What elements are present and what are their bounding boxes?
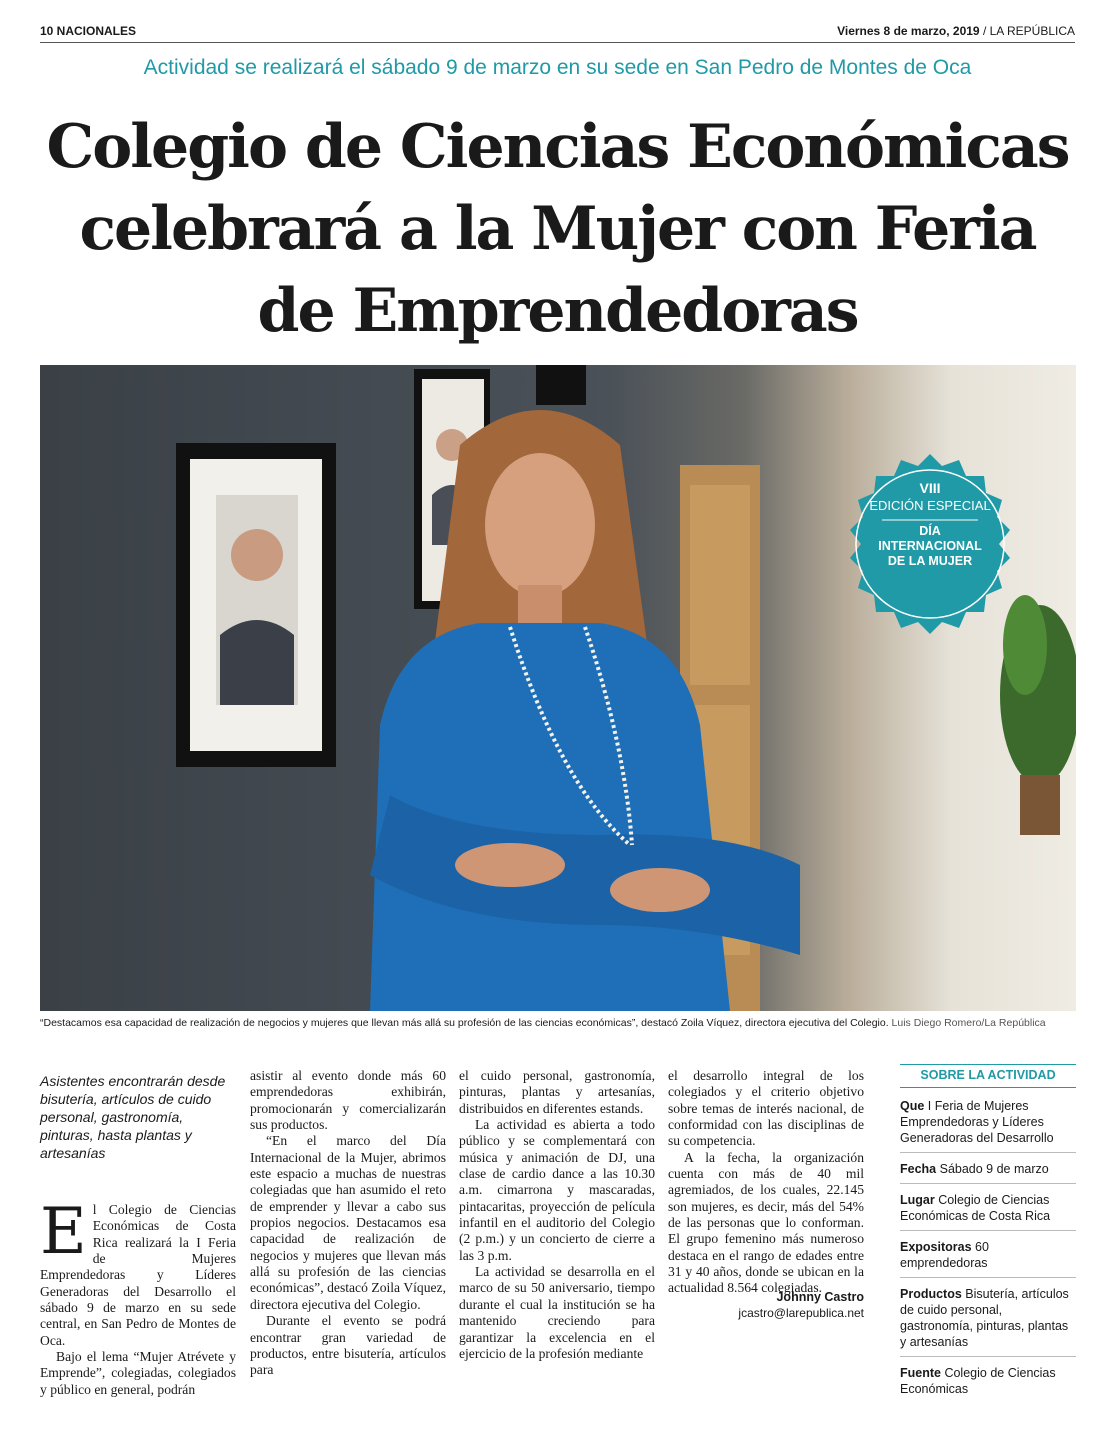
sidebar-divider bbox=[900, 1152, 1076, 1153]
sidebar-title: SOBRE LA ACTIVIDAD bbox=[900, 1064, 1076, 1088]
entry-label: Que bbox=[900, 1099, 925, 1113]
page-header bbox=[40, 24, 1075, 40]
header-rule bbox=[40, 42, 1075, 43]
sidebar-entry-expositoras bbox=[900, 1239, 1076, 1271]
sidebar-divider bbox=[900, 1230, 1076, 1231]
entry-label: Expositoras bbox=[900, 1240, 972, 1254]
article-column-1 bbox=[40, 1068, 236, 1398]
woman-hand bbox=[610, 868, 710, 912]
woman-neck bbox=[518, 585, 562, 625]
sidebar-divider bbox=[900, 1277, 1076, 1278]
article-headline bbox=[40, 106, 1075, 352]
article-paragraph: el desarrollo integral de los colegiados y el criterio objetivo sobre temas de interés nacional, de conformidad con las disciplinas de su competencia. bbox=[668, 1068, 864, 1149]
entry-text: Colegio de Ciencias Económicas de Costa Rica bbox=[900, 1193, 1051, 1223]
entry-text: Sábado 9 de marzo bbox=[936, 1162, 1049, 1176]
issue-date bbox=[837, 24, 1075, 38]
article-column-3 bbox=[459, 1068, 655, 1362]
badge-occasion: DÍA INTERNACIONAL DE LA MUJER bbox=[878, 524, 982, 568]
article-paragraph bbox=[40, 1195, 236, 1349]
portrait-suit bbox=[220, 620, 294, 705]
door-panel bbox=[690, 485, 750, 685]
portrait-face bbox=[231, 529, 283, 581]
article-paragraph: Bajo el lema “Mujer Atrévete y Emprende”, colegiadas, colegiados y público en general, podrán bbox=[40, 1349, 236, 1397]
caption-text: “Destacamos esa capacidad de realización de negocios y mujeres que llevan más allá su profesión de las ciencias económicas”, destacó Zoila Víquez, directora ejecutiva del Colegio. bbox=[40, 1017, 889, 1029]
sidebar-divider bbox=[900, 1356, 1076, 1357]
headline-line-1: Colegio de Ciencias Económicas bbox=[46, 112, 1069, 182]
author-name: Johnny Castro bbox=[776, 1290, 864, 1304]
sidebar-entry-fecha bbox=[900, 1161, 1076, 1177]
photo-credit: Luis Diego Romero/La República bbox=[891, 1017, 1046, 1029]
woman-face bbox=[485, 453, 595, 597]
headline-line-3: de Emprendedoras bbox=[257, 276, 858, 346]
sidebar-entry-fuente bbox=[900, 1365, 1076, 1397]
special-edition-badge bbox=[836, 450, 1024, 638]
article-paragraph: “En el marco del Día Internacional de la Mujer, abrimos este espacio a muchas de nuestras colegiadas que han asumido el reto de emprender y llevar a cabo sus propios negocios. Destacamos esa capacidad de realización de negocios y mujeres que llevan más allá su profesión de las ciencias económicas”, destacó Zoila Víquez, directora ejecutiva del Colegio. bbox=[250, 1133, 446, 1312]
article-paragraph: A la fecha, la organización cuenta con más de 40 mil agremiados, de los cuales, 22.145 son mujeres, es decir, más del 54% de las personas que lo conforman. El grupo femenino más numeroso destaca en el rango de edades entre 31 y 40 años, donde se ubican en la actualidad 8.564 colegiadas. bbox=[668, 1149, 864, 1296]
entry-label: Fuente bbox=[900, 1366, 941, 1380]
author-byline bbox=[668, 1289, 864, 1321]
article-paragraph: La actividad es abierta a todo público y se complementará con música y animación de DJ, una clase de cardio dance a las 10.30 a.m. cimarrona y mascaradas, pintacaritas, proyección de película infantil en el auditorio del Colegio (2 p.m.) y un concierto de cierre a las 3 p.m. bbox=[459, 1117, 655, 1263]
entry-label: Fecha bbox=[900, 1162, 937, 1176]
article-kicker: Actividad se realizará el sábado 9 de marzo en su sede en San Pedro de Montes de Oca bbox=[143, 56, 972, 79]
article-paragraph: La actividad se desarrolla en el marco de su 50 aniversario, tiempo durante el cual la institución se ha mantenido creciendo para garantizar la excelencia en el ejercicio de la profesión mediante bbox=[459, 1264, 655, 1361]
photo-caption bbox=[40, 1016, 1075, 1030]
portrait-frame-top bbox=[536, 365, 586, 405]
entry-text: Bisutería, artículos de cuido personal, gastronomía, pinturas, plantas y artesanías bbox=[900, 1287, 1069, 1349]
date-text: Viernes 8 de marzo, 2019 bbox=[837, 24, 980, 38]
badge-edition-number: VIII bbox=[919, 480, 941, 496]
author-email[interactable]: jcastro@larepublica.net bbox=[738, 1306, 864, 1320]
paragraph-text: l Colegio de Ciencias Económicas de Costa Rica realizará la I Feria de Mujeres Emprendedoras y Líderes Generadoras del Desarrollo el sábado 9 de marzo en su sede central, en San Pedro de Montes de Oca. bbox=[40, 1202, 236, 1348]
publication-name: LA REPÚBLICA bbox=[989, 24, 1075, 38]
headline-line-2: celebrará a la Mujer con Feria bbox=[79, 194, 1036, 264]
sidebar-entry-lugar bbox=[900, 1192, 1076, 1224]
article-lead: Asistentes encontrarán desde bisutería, artículos de cuido personal, gastronomía, pinturas, hasta plantas y artesanías bbox=[40, 1073, 226, 1161]
entry-label: Productos bbox=[900, 1287, 962, 1301]
drop-cap: E bbox=[40, 1195, 87, 1269]
article-column-2 bbox=[250, 1068, 446, 1379]
entry-text: 60 emprendedoras bbox=[900, 1240, 989, 1270]
badge-edition-label: EDICIÓN ESPECIAL bbox=[869, 498, 991, 513]
sidebar-divider bbox=[900, 1183, 1076, 1184]
article-paragraph: Durante el evento se podrá encontrar gran variedad de productos, entre bisutería, artículos para bbox=[250, 1313, 446, 1378]
article-paragraph: asistir al evento donde más 60 emprendedoras exhibirán, promocionarán y comercializarán sus productos. bbox=[250, 1068, 446, 1133]
sidebar-entry-que bbox=[900, 1098, 1076, 1146]
article-paragraph: el cuido personal, gastronomía, pinturas, plantas y artesanías, distribuidos en diferentes estands. bbox=[459, 1068, 655, 1116]
entry-text: I Feria de Mujeres Emprendedoras y Líderes Generadoras del Desarrollo bbox=[900, 1099, 1054, 1145]
entry-text: Colegio de Ciencias Económicas bbox=[900, 1366, 1056, 1396]
page-section: 10 NACIONALES bbox=[40, 24, 137, 38]
sidebar-entry-productos bbox=[900, 1286, 1076, 1350]
woman-hand bbox=[455, 843, 565, 887]
sidebar-about-activity bbox=[900, 1064, 1076, 1407]
article-column-4 bbox=[668, 1068, 864, 1297]
date-separator: / bbox=[979, 24, 990, 38]
entry-label: Lugar bbox=[900, 1193, 935, 1207]
plant-pot bbox=[1020, 775, 1060, 835]
